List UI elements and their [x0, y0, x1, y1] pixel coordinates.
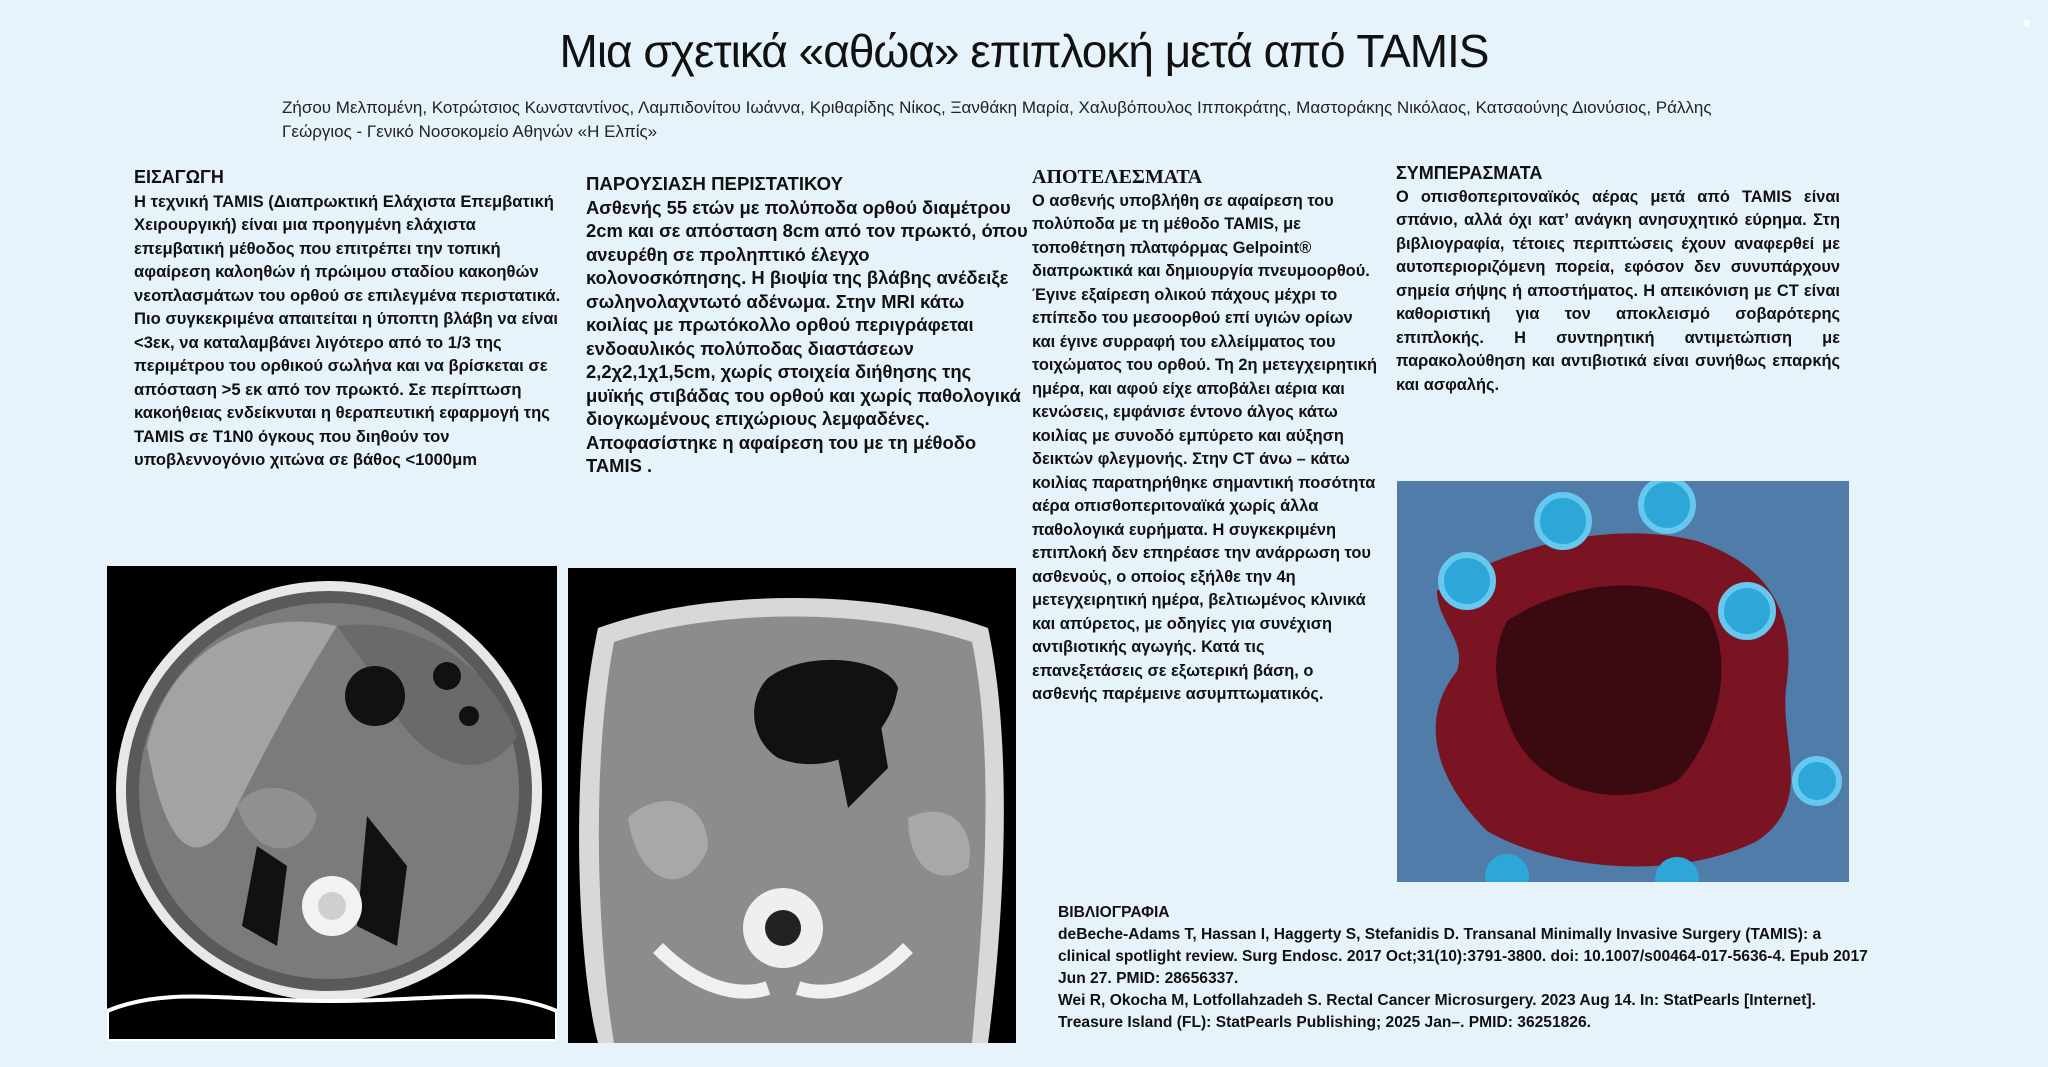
- results-text: Ο ασθενής υποβλήθη σε αφαίρεση του πολύποδα με τη μέθοδο TAMIS, με τοποθέτηση πλατφόρμας Gelpoint® διαπρωκτικά και δημιουργία πνευμοορθού. Έγινε εξαίρεση ολικού πάχους μέχρι το επίπεδο του μεσοορθού επί υγιών ορίων και έγινε συρραφή του ελλείμματος του τοιχώματος του ορθού. Τη 2η μετεγχειρητική ημέρα, και αφού είχε αποβάλει αέρια και κενώσεις, εμφάνισε έντονο άλγος κάτω κοιλίας με συνοδό εμπύρετο και αύξηση δεικτών φλεγμονής. Στην CT άνω – κάτω κοιλίας παρατηρήθηκε σημαντική ποσότητα αέρα οπισθοπεριτοναϊκά χωρίς άλλα παθολογικά ευρήματα. Η συγκεκριμένη επιπλοκή δεν επηρέασε την ανάρρωση του ασθενούς, ο οποίος εξήλθε την 4η μετεγχειρητική ημέρα, βελτιωμένος κλινικά και απύρετος, με οδηγίες για συνέχιση αντιβιοτικής αγωγής. Κατά τις επανεξετάσεις σε εξωτερική βάση, ο ασθενής παρέμεινε ασυμπτωματικός.: [1032, 191, 1378, 703]
- ct-scan-lower-abdomen-image: [568, 568, 1016, 1043]
- ct-scan-upper-drawing: [107, 566, 557, 1041]
- conclusions-section: [1396, 162, 1840, 397]
- intro-heading: ΕΙΣΑΓΩΓΗ: [134, 167, 224, 187]
- reference-item-1: deBeche-Adams T, Hassan I, Haggerty S, Stefanidis D. Transanal Minimally Invasive Surgery (TAMIS): a clinical spotlight review. Surg Endosc. 2017 Oct;31(10):3791-3800. doi: 10.1007/s00464-017-5636-4. Epub 2017 Jun 27. PMID: 28656337.: [1058, 926, 1868, 987]
- case-heading: ΠΑΡΟΥΣΙΑΣΗ ΠΕΡΙΣΤΑΤΙΚΟΥ: [586, 173, 843, 194]
- ct-scan-upper-abdomen-image: [107, 566, 557, 1041]
- conclusions-text: Ο οπισθοπεριτοναϊκός αέρας μετά από TAMIS είναι σπάνιο, αλλά όχι κατ’ ανάγκη ανησυχητικό εύρημα. Στη βιβλιογραφία, τέτοιες περιπτώσεις έχουν αναφερθεί με αυτοπεριοριζόμενη πορεία, εφόσον δεν συνυπάρχουν σημεία σήψης ή αποστήματος. Η απεικόνιση με CT είναι καθοριστική για τον αποκλεισμό σοβαρότερης επιπλοκής. Η συντηρητική αντιμετώπιση με παρακολούθηση και αντιβιοτικά είναι συνήθως επαρκής και ασφαλής.: [1396, 187, 1840, 394]
- affiliation-line: Γεώργιος - Γενικό Νοσοκομείο Αθηνών «Η Ελπίς»: [282, 122, 658, 141]
- authors-block: [282, 96, 1842, 144]
- references-heading: ΒΙΒΛΙΟΓΡΑΦΙΑ: [1058, 904, 1170, 921]
- intro-section: [134, 166, 570, 472]
- poster-title: Μια σχετικά «αθώα» επιπλοκή μετά από TAMIS: [559, 25, 1489, 77]
- case-section: [586, 172, 1028, 478]
- case-text: Ασθενής 55 ετών με πολύποδα ορθού διαμέτρου 2cm και σε απόσταση 8cm από τον πρωκτό, όπου ανευρέθη σε προληπτικό έλεγχο κολονοσκόπησης. Η βιοψία της βλάβης ανέδειξε σωληνολαχντωτό αδένωμα. Στην MRI κάτω κοιλίας με πρωτόκολλο ορθού περιγράφεται ενδοαυλικός πολύποδας διαστάσεων 2,2χ2,1χ1,5cm, χωρίς στοιχεία διήθησης της μυϊκής στιβάδας του ορθού και χωρίς παθολογικά διογκωμένους επιχώριους λεμφαδένες. Αποφασίστηκε η αφαίρεση του με τη μέθοδο TAMIS .: [586, 196, 1028, 476]
- conclusions-heading: ΣΥΜΠΕΡΑΣΜΑΤΑ: [1396, 163, 1543, 183]
- authors-line: Ζήσου Μελπομένη, Κοτρώτσιος Κωνσταντίνος, Λαμπιδονίτου Ιωάννα, Κριθαρίδης Νίκος, Ξανθάκη Μαρία, Χαλυβόπουλος Ιπποκράτης, Μαστοράκης Νικόλαος, Κατσαούνης Διονύσιος, Ράλλης: [282, 98, 1712, 117]
- references-section: [1058, 902, 1868, 1034]
- intro-text: Η τεχνική TAMIS (Διαπρωκτική Ελάχιστα Επεμβατική Χειρουργική) είναι μια προηγμένη ελάχιστα επεμβατική μέθοδος που επιτρέπει την τοπική αφαίρεση καλοηθών ή πρώιμου σταδίου κακοηθών νεοπλασμάτων του ορθού σε επιλεγμένα περιστατικά. Πιο συγκεκριμένα απαιτείται η ύποπτη βλάβη να είναι <3εκ, να καταλαμβάνει λιγότερο από το 1/3 της περιμέτρου του ορθικού σωλήνα και να βρίσκεται σε απόσταση >5 εκ από τον πρωκτό. Σε περίπτωση κακοήθειας ενδείκνυται η θεραπευτική εφαρμογή της TAMIS σε T1N0 όγκους που διηθούν τον υποβλεννογόνιο χιτώνα σε βάθος <1000μm: [134, 191, 561, 469]
- ct-scan-lower-drawing: [568, 568, 1016, 1043]
- reference-item-2: Wei R, Okocha M, Lotfollahzadeh S. Rectal Cancer Microsurgery. 2023 Aug 14. In: StatPearls [Internet]. Treasure Island (FL): StatPearls Publishing; 2025 Jan–. PMID: 36251826.: [1058, 992, 1816, 1031]
- results-section: [1032, 166, 1378, 707]
- results-heading: ΑΠΟΤΕΛΕΣΜΑΤΑ: [1032, 166, 1203, 188]
- surgical-specimen-photo: [1397, 481, 1849, 882]
- decorative-dot: [2023, 20, 2030, 27]
- surgical-specimen-drawing: [1397, 481, 1849, 882]
